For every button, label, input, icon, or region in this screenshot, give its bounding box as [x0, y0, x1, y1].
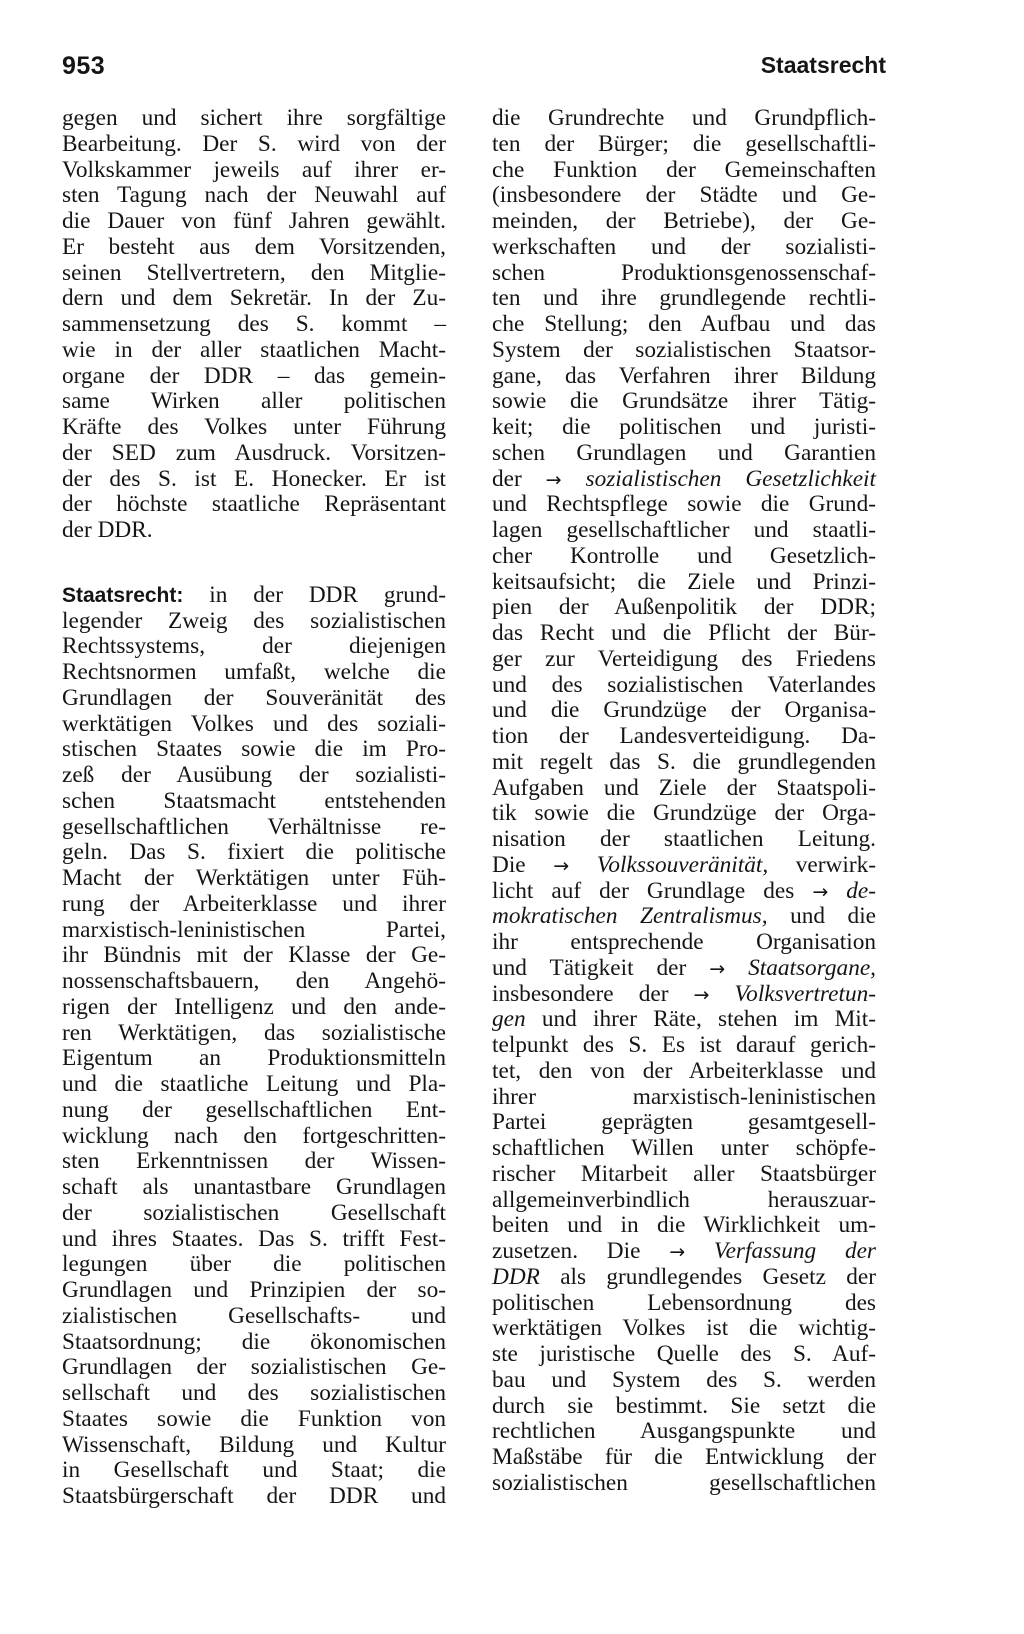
page-number: 953 — [62, 52, 106, 80]
text-line: rischer Mitarbeit aller Staatsbürger — [492, 1160, 876, 1187]
text-line: Grundlagen der Souveränität des — [62, 684, 446, 711]
text-line: ihr Bündnis mit der Klasse der Ge- — [62, 942, 446, 969]
text-line: der SED zum Ausdruck. Vorsitzen- — [62, 439, 446, 466]
text-line: ten der Bürger; die gesellschaftli- — [492, 130, 876, 157]
text-line: sammensetzung des S. kommt – — [62, 311, 446, 337]
text-line: und die staatliche Leitung und Pla- — [62, 1071, 446, 1097]
text-line — [492, 956, 876, 982]
text-line: telpunkt des S. Es ist darauf gerich- — [492, 1032, 876, 1058]
text-line: same Wirken aller politischen — [62, 388, 446, 415]
text-line — [492, 853, 876, 879]
text-line: Eigentum an Produktionsmitteln — [62, 1045, 446, 1072]
text-line: sten Erkenntnissen der Wissen- — [62, 1148, 446, 1175]
cross-reference[interactable]: Volkssouveränität, — [596, 851, 769, 878]
cross-reference-arrow: → — [709, 957, 726, 980]
text-line — [492, 1265, 876, 1291]
text-run: und Tätigkeit der — [492, 954, 687, 981]
text-line: Maßstäbe für die Entwicklung der — [492, 1444, 876, 1470]
text-line: Er besteht aus dem Vorsitzenden, — [62, 233, 446, 260]
text-run: zusetzen. Die — [492, 1238, 641, 1264]
text-line: und ihres Staates. Das S. trifft Fest- — [62, 1225, 446, 1252]
text-line: schaft als unantastbare Grundlagen — [62, 1174, 446, 1200]
text-line: in Gesellschaft und Staat; die — [62, 1457, 446, 1484]
text-line: ihr entsprechende Organisation — [492, 929, 876, 955]
text-line: Volkskammer jeweils auf ihrer er- — [62, 156, 446, 183]
text-line: marxistisch-leninistischen Partei, — [62, 916, 446, 943]
text-line: che Funktion der Gemeinschaften — [492, 156, 876, 183]
text-line: pien der Außenpolitik der DDR; — [492, 594, 876, 621]
text-line: rechtlichen Ausgangspunkte und — [492, 1418, 876, 1445]
text-line: sten Tagung nach der Neuwahl auf — [62, 182, 446, 209]
text-line: gegen und sichert ihre sorgfältige — [62, 105, 446, 131]
cross-reference[interactable]: de- — [846, 877, 877, 904]
running-head: Staatsrecht — [760, 52, 886, 78]
text-line: Macht der Werktätigen unter Füh- — [62, 865, 446, 891]
text-line: gesellschaftlichen Verhältnisse re- — [62, 813, 446, 840]
text-line: werkschaften und der sozialisti- — [492, 233, 876, 260]
text-line: che Stellung; den Aufbau und das — [492, 311, 876, 337]
left-column — [62, 106, 446, 1510]
text-line: Kräfte des Volkes unter Führung — [62, 414, 446, 440]
text-line: Staates sowie die Funktion von — [62, 1405, 446, 1432]
text-line: meinden, der Betriebe), der Ge- — [492, 208, 876, 234]
text-line: ste juristische Quelle des S. Auf- — [492, 1341, 876, 1367]
text-line: durch sie bestimmt. Sie setzt die — [492, 1392, 876, 1419]
text-line: und Rechtspflege sowie die Grund- — [492, 491, 876, 518]
text-line: zeß der Ausübung der sozialisti- — [62, 762, 446, 788]
text-line: schen Produktionsgenossenschaf- — [492, 259, 876, 286]
text-line: und die Grundzüge der Organisa- — [492, 697, 876, 724]
cross-reference-arrow: → — [812, 880, 829, 903]
cross-reference[interactable]: DDR — [492, 1263, 540, 1290]
text-line: die Grundrechte und Grundpflich- — [492, 105, 876, 131]
text-line: ger zur Verteidigung des Friedens — [492, 645, 876, 672]
text-line: allgemeinverbindlich herauszuar- — [492, 1186, 876, 1213]
text-line: keitsaufsicht; die Ziele und Prinzi- — [492, 568, 876, 595]
text-line: Grundlagen der sozialistischen Ge- — [62, 1354, 446, 1381]
text-line: lagen gesellschaftlicher und staatli- — [492, 517, 876, 543]
text-line: Staatsbürgerschaft der DDR und — [62, 1483, 446, 1509]
text-line: werktätigen Volkes ist die wichtig- — [492, 1315, 876, 1342]
text-line: legender Zweig des sozialistischen — [62, 607, 446, 634]
text-line — [62, 583, 446, 609]
text-line: Rechtssystems, der diejenigen — [62, 633, 446, 660]
cross-reference-arrow: → — [553, 854, 570, 877]
page-header — [62, 52, 886, 92]
text-line — [492, 879, 876, 905]
text-line: und des sozialistischen Vaterlandes — [492, 671, 876, 698]
text-line: stischen Staates sowie die im Pro- — [62, 736, 446, 763]
paragraph-gap — [62, 544, 446, 583]
text-line — [492, 1007, 876, 1033]
text-line: ten und ihre grundlegende rechtli- — [492, 285, 876, 312]
text-line: schen Grundlagen und Garantien — [492, 439, 876, 466]
text-line: cher Kontrolle und Gesetzlich- — [492, 542, 876, 569]
text-line: politischen Lebensordnung des — [492, 1289, 876, 1316]
text-line: sozialistischen gesellschaftlichen — [492, 1469, 876, 1496]
text-run: der — [492, 465, 522, 492]
text-line: tik sowie die Grundzüge der Orga- — [492, 800, 876, 827]
text-run: insbesondere der — [492, 980, 669, 1007]
entry-keyword: Staatsrecht: — [62, 583, 184, 607]
text-line: geln. Das S. fixiert die politische — [62, 839, 446, 866]
text-line — [492, 467, 876, 493]
paragraph-staatsrat-continued — [62, 106, 446, 544]
text-line: wie in der aller staatlichen Macht- — [62, 336, 446, 363]
text-line: ihrer marxistisch-leninistischen — [492, 1083, 876, 1110]
cross-reference-arrow: → — [545, 468, 562, 491]
text-line: (insbesondere der Städte und Ge- — [492, 182, 876, 209]
text-line — [492, 982, 876, 1008]
text-run: Die — [492, 851, 526, 878]
text-run: und die — [790, 903, 877, 930]
cross-reference[interactable]: sozialistischen Gesetzlichkeit — [585, 465, 877, 492]
text-run: licht auf der Grundlage des — [492, 877, 795, 904]
text-block — [492, 1033, 876, 1239]
text-line: nung der gesellschaftlichen Ent- — [62, 1096, 446, 1123]
paragraph-staatsrecht — [62, 609, 446, 1510]
text-line: beiten und in die Wirklichkeit um- — [492, 1212, 876, 1239]
text-line: schaftlichen Willen unter schöpfe- — [492, 1135, 876, 1161]
text-line: Aufgaben und Ziele der Staatspoli- — [492, 774, 876, 801]
cross-reference[interactable]: Volksvertretun- — [734, 980, 876, 1007]
text-line: Wissenschaft, Bildung und Kultur — [62, 1431, 446, 1458]
text-line: Grundlagen und Prinzipien der so- — [62, 1277, 446, 1303]
text-line: mit regelt das S. die grundlegenden — [492, 748, 876, 775]
text-run: als grundlegendes Gesetz der — [560, 1263, 876, 1290]
text-line: Staatsordnung; die ökonomischen — [62, 1328, 446, 1355]
text-line: werktätigen Volkes und des soziali- — [62, 710, 446, 737]
text-line: wicklung nach den fortgeschritten- — [62, 1122, 446, 1149]
text-line: tet, den von der Arbeiterklasse und — [492, 1057, 876, 1084]
text-line: ren Werktätigen, das sozialistische — [62, 1019, 446, 1046]
text-line: nisation der staatlichen Leitung. — [492, 826, 876, 852]
text-line: der sozialistischen Gesellschaft — [62, 1199, 446, 1226]
text-line: schen Staatsmacht entstehenden — [62, 787, 446, 814]
cross-reference[interactable]: mokratischen Zentralismus, — [492, 903, 768, 930]
text-line: dern und dem Sekretär. In der Zu- — [62, 285, 446, 312]
text-line: Rechtsnormen umfaßt, welche die — [62, 659, 446, 685]
cross-reference-arrow: → — [693, 983, 710, 1006]
text-line: sellschaft und des sozialistischen — [62, 1380, 446, 1406]
text-line: legungen über die politischen — [62, 1251, 446, 1278]
text-line: organe der DDR – das gemein- — [62, 362, 446, 389]
cross-reference-arrow: → — [669, 1241, 686, 1263]
cross-reference[interactable]: Staatsorgane, — [748, 954, 877, 981]
right-column — [492, 106, 876, 1497]
cross-reference[interactable]: Verfassung der — [713, 1238, 877, 1264]
text-block — [492, 1291, 876, 1497]
text-line: tion der Landesverteidigung. Da- — [492, 723, 876, 749]
text-line: bau und System des S. werden — [492, 1366, 876, 1393]
text-line: sowie die Grundsätze ihrer Tätig- — [492, 388, 876, 415]
text-line — [492, 1239, 876, 1265]
text-block — [492, 106, 876, 467]
text-line — [492, 904, 876, 930]
text-line: rung der Arbeiterklasse und ihrer — [62, 890, 446, 917]
text-line: Bearbeitung. Der S. wird von der — [62, 130, 446, 157]
text-line: der DDR. — [62, 517, 153, 543]
text-line: rigen der Intelligenz und den ande- — [62, 993, 446, 1020]
text-line: die Dauer von fünf Jahren gewählt. — [62, 208, 446, 234]
text-line: seinen Stellvertretern, den Mitglie- — [62, 259, 446, 286]
cross-reference[interactable]: gen — [492, 1006, 526, 1033]
text-line: nossenschaftsbauern, den Angehö- — [62, 968, 446, 994]
text-line: das Recht und die Pflicht der Bür- — [492, 620, 876, 646]
text-run: und ihrer Räte, stehen im Mit- — [541, 1006, 876, 1033]
text-line: der des S. ist E. Honecker. Er ist — [62, 465, 446, 492]
text-line: der höchste staatliche Repräsentant — [62, 491, 446, 518]
text-line: zialistischen Gesellschafts- und — [62, 1302, 446, 1329]
text-block — [492, 492, 876, 853]
text-line: Partei geprägten gesamtgesell- — [492, 1109, 876, 1136]
text-run: in der DDR grund- — [209, 581, 446, 608]
text-run: verwirk- — [795, 851, 876, 878]
text-line: gane, das Verfahren ihrer Bildung — [492, 362, 876, 389]
text-line: keit; die politischen und juristi- — [492, 414, 876, 440]
text-line: System der sozialistischen Staatsor- — [492, 336, 876, 363]
